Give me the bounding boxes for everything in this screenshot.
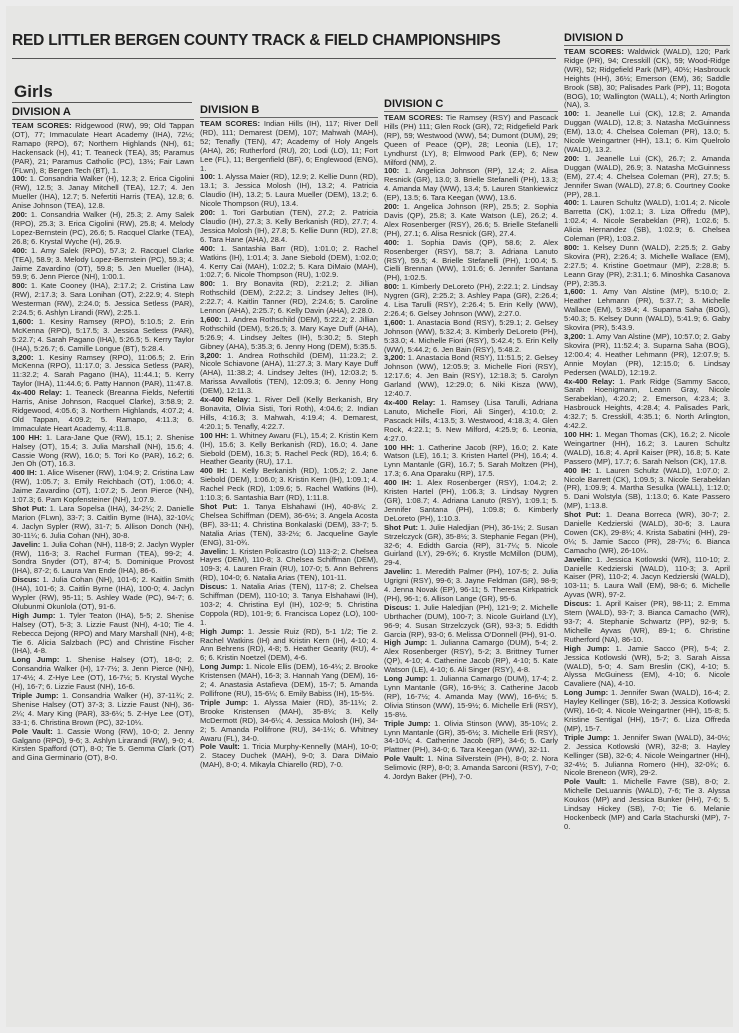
event-label: 3,200: (200, 350, 222, 360)
result-entry (200, 467, 378, 503)
result-entry (12, 576, 194, 612)
result-entry (384, 354, 558, 399)
result-entry (384, 639, 558, 675)
division-heading: DIVISION B (200, 104, 260, 116)
event-results: 1. Olivia Stinson (WW), 35-10¼; 2. Lynn Mantanle (GR), 35-6½; 3. Michelle Erli (RSY), 34-10¼; 4. Catherine Jacob (RP), 34-6; 5. Carly Plattner (PH), 34-0; 6. Tara Keegan (WW), 32-11. (384, 718, 558, 755)
division-heading: DIVISION D (564, 32, 624, 44)
result-entry (384, 283, 558, 319)
result-entry (200, 120, 378, 173)
result-entry (384, 444, 558, 480)
event-results: 1. Julia Cohan (NH), 101-6; 2. Kaitlin Smith (IHA), 101-6; 3. Caitlin Byrne (IHA), 100-0; 4. Jaclyn Wypler (RW), 95-11; 5. Ashley Wade (PC), 94-7; 6. Olubunmi Okunlola (OT), 91-6. (12, 575, 194, 611)
result-entry (200, 316, 378, 352)
event-results: 1. Nina Silverstein (PH), 8-0; 2. Nora Selimovic (RP), 8-0; 3. Amanda Sarconi (RSY), 7-0; 4. Jordyn Baker (PH), 7-0. (384, 754, 558, 782)
event-label: 400 IH: (384, 478, 412, 488)
event-label: 100 HH: (12, 432, 42, 442)
event-results: 1. Julia Cohan (NH), 118-9; 2. Jaclyn Wypler (RW), 116-3; 3. Rachel Furman (TEA), 99-2; 4. Sondra Snyder (OT), 87-4; 5. Dominique Provost (IHA), 87-2; 6. Laura Van Ende (IHA), 86-6. (12, 539, 194, 576)
result-entry (564, 378, 730, 431)
event-label: High Jump: (12, 610, 56, 620)
event-results: Tie Ramsey (RSY) and Pascack Hills (PH) 111; Glen Rock (GR), 72; Ridgefield Park (RP), 59; Westwood (WW), 54; Dumont (DUM), 29; Queen of Peace (QP), 28; Leonia (LE), 17; Lyndhurst (LY), 8; Elmwood Park (EP), 6; New Milford (NM), 2. (384, 113, 558, 167)
event-results: 1. Shenise Halsey (OT), 18-0; 2. Consandria Walker (H), 17-7½; 3. Jenn Pierce (NH), 17-4½; 4. Z-Hye Lee (OT), 16-7½; 5. Krystal Wyche (H), 16-7; 6. Lizzie Faust (NH), 16-6. (12, 655, 194, 692)
event-results: 1. Whitney Awaru (FL), 15.4; 2. Kristin Kern (IH), 15.6; 3. Kelly Berkanish (RD), 16.0; 4. Jane Siebold (DEM), 16.3; 5. Rachel Peck (RD), 16.4; 6. Heather Gearity (RU), 17.1. (200, 430, 378, 467)
event-label: Triple Jump: (12, 691, 59, 700)
result-entry (564, 734, 730, 779)
event-label: 100: (12, 174, 28, 184)
event-label: 400: (12, 245, 28, 255)
result-entry (384, 319, 558, 355)
event-label: 200: (200, 208, 216, 218)
event-results: 1. Jennifer Swan (WALD), 34-0½; 2. Jessica Kotlowski (WR), 32-8; 3. Hayley Kellinger (SB), 32-6; 4. Nicole Weingartner (HH), 32-4½; 5. Julianna Romero (HH), 32-0¾; 6. Nicole Breneon (WR), 29-2. (564, 732, 730, 778)
event-results: 1. Tanya Elshahawi (IH), 40-8¼; 2. Chelsea Schiffman (DEM), 36-6½; 3. Angela Acosta (BF), 33-11; 4. Christina Bonkalaski (DEM), 33-7; 5. Natalia Arias (TEN), 33-2½; 6. Jacqueline Gayle (ENG), 31-0¾. (200, 501, 378, 547)
event-results: 1. Jamie Sacco (PR), 5-4; 2. Jessica Kotlowski (WR), 5-2; 3. Sarah Aissa (WALD), 5-0; 4. Sam Breslin (CK), 4-10; 5. Alyssa McGuiness (EM), 4-10; 6. Nicole Cavaliere (NA), 4-10. (564, 643, 730, 689)
event-label: 400: (200, 243, 216, 253)
division-rule (384, 111, 558, 112)
result-entry (12, 318, 194, 354)
event-label: 1,600: (384, 317, 406, 327)
event-results: 1. Tyler Teaton (IHA), 5-5; 2. Shenise Halsey (OT), 5-3; 3. Lizzie Faust (NH), 4-10; Tie 4. Rebecca Dejong (RPO) and Mary Marshall (NH), 4-8; Tie 6. Alicia Salzbach (PC) and Christine Fischer (IHA), 4-8. (12, 610, 194, 656)
event-label: 3,200: (384, 353, 406, 363)
event-results: 1. Natalia Arias (TEN), 117-8; 2. Chelsea Schiffman (DEM), 110-10; 3. Tanya Elshahawi (IH), 103-2; 4. Christina Eyl (IH), 102-9; 5. Christina Coppola (RD), 101-9; 6. Francisca Lopez (LO), 100-1. (200, 582, 378, 627)
event-results: 1. Julianna Camargo (DUM), 17-4; 2. Lynn Mantanle (GR), 16-9½; 3. Catherine Jacob (RP), 16-7½; 4. Amanda May (WW), 16-6½; 5. Olivia Stinson (WW), 15-9½; 6. Michelle Erli (RSY), 15-8½. (384, 674, 558, 719)
event-label: TEAM SCORES: (564, 47, 624, 56)
section-rule (12, 102, 192, 103)
event-results: 1. Santashia Barr (RD), 1:01.0; 2. Rachel Watkins (IH), 1:01.4; 3. Jane Siebold (DEM), 1:02.0; 4. Kerry Cai (MAH), 1:02.2; 5. Kara DiMaio (MAH), 1:02.7; 6. Nicole Thompson (RU), 1:02.9. (200, 243, 378, 280)
result-entry (12, 247, 194, 283)
event-results: 1. Michelle Favre (SB), 8-0; 2. Michelle DeLuannis (WALD), 7-6; Tie 3. Alyssa Koukos (MP) and Jessica Bunker (HH), 7-6; 5. Lindsay Hickey (SB), 7-0; Tie 6. Melanie Hockenbeck (MP) and Carla Stachurski (MP), 7-0. (564, 777, 730, 831)
result-entry (384, 399, 558, 444)
result-entry (200, 396, 378, 432)
division-b-column (200, 104, 378, 1024)
event-label: Javelin: (564, 554, 593, 564)
event-results: 1. Jeanelle Lui (CK), 26.7; 2. Amanda Duggan (WALD), 26.9; 3. Natasha McGuinness (EM), 27.4; 4. Chelsea Coleman (PR), 27.5; 5. Jennifer Swan (WALD), 27.8; 6. Courtney Cooke (PP), 28.1. (564, 153, 730, 199)
event-label: 200: (12, 210, 28, 220)
division-d-column (564, 32, 730, 1026)
event-results: 1. Teaneck (Breanna Fields, Nefertiti Harris, Anise Johnson, Racquel Clarke), 3:58.9; 2. Ridgewood, 4:05.6; 3. Northern Highlands, 4:07.2; 4. Old Tappan, 4:09.2; 5. Ramapo, 4:11.3; 6. Immaculate Heart Academy, 4:11.8. (12, 388, 194, 433)
result-entry (200, 432, 378, 468)
event-label: Triple Jump: (200, 697, 249, 707)
event-label: 3,200: (564, 332, 586, 341)
result-entry (564, 244, 730, 289)
event-label: 400 IH: (200, 466, 228, 476)
event-label: Long Jump: (12, 655, 60, 665)
event-label: 100: (564, 109, 580, 119)
result-entry (564, 431, 730, 467)
event-label: TEAM SCORES: (384, 113, 444, 122)
result-entry (200, 628, 378, 664)
event-results: 1. Cassie Wong (RW), 10-0; 2. Jenny Galgano (RPO), 9-6; 3. Ashlyn Lirarandi (RW), 9-0; 4. Kirsten Spafford (OT), 8-0; Tie 5. Gemma Clark (OT) and Gina Germinario (OT), 8-0. (12, 726, 194, 763)
event-results: 1. Andrea Rothschild (DEM), 5:22.2; 2. Jillian Rothschild (DEM), 5:26.5; 3. Mary Kaye Duff (AHA), 5:26.9; 4. Lindsey Jeltes (IH), 5:30.2; 5. Steph Gibney (AHA), 5:35.3; 6. Jenny Hong (DEM), 5:35.5. (200, 314, 378, 351)
result-entry (564, 155, 730, 200)
result-entry (384, 114, 558, 167)
event-results: 1. Julianna Camargo (DUM), 5-4; 2. Alex Rosenberger (RSY), 5-2; 3. Brittney Turner (QP), 4-10; 4. Catherine Jacob (RP), 4-10; 5. Kate Watson (LE), 4-10; 6. Ali Singer (RSY), 4-8. (384, 638, 558, 675)
event-results: 1. Kelly Berkanish (RD), 1:05.2; 2. Jane Siebold (DEM), 1:06.0; 3. Kristin Kern (IH), 1:09.1; 4. Rachel Peck (RD), 1:09.6; 5. Rachel Watkins (IH), 1:10.3; 6. Santashia Barr (RD), 1:11.8. (200, 466, 378, 503)
result-entry (200, 245, 378, 281)
event-label: 3,200: (12, 352, 34, 362)
result-entry (564, 645, 730, 690)
event-label: 1,600: (12, 316, 34, 326)
event-label: Javelin: (200, 546, 229, 556)
result-entry (200, 663, 378, 699)
division-rule (200, 117, 378, 118)
result-entry (564, 778, 730, 831)
event-label: 400: (564, 198, 580, 208)
division-heading: DIVISION C (384, 98, 444, 110)
event-label: 100: (200, 172, 216, 182)
result-entry (200, 548, 378, 584)
result-entry (200, 743, 378, 770)
result-entry (384, 167, 558, 203)
result-entry (12, 389, 194, 434)
result-entry (200, 503, 378, 548)
event-label: Triple Jump: (564, 732, 611, 742)
event-label: Discus: (12, 575, 40, 585)
result-entry (12, 728, 194, 764)
event-label: Long Jump: (200, 662, 244, 672)
event-results: 1. Kristen Policastro (LO) 113-2; 2. Chelsea Hayes (DEM), 110-8; 3. Chelsea Schiffman (DEM), 109-3; 4. Lauren Frain (RU), 107-0; 5. Ann Behrens (RD), 104-0; 6. Natalia Arias (TEN), 101-11. (200, 546, 378, 583)
result-entry (564, 689, 730, 734)
event-results: Indian Hills (IH), 117; River Dell (RD), 111; Demarest (DEM), 107; Mahwah (MAH), 52; Tenafly (TEN), 47; Academy of Holy Angels (AHA), 26; Rutherford (RU), 20; Lodi (LO), 11; Fort Lee (FL), 11; Bergenfield (BF), 6; Englewood (ENG), 1. (200, 119, 378, 173)
result-entry (564, 288, 730, 333)
result-entry (12, 175, 194, 211)
event-results: Waldwick (WALD), 120; Park Ridge (PR), 94; Cresskill (CK), 59; Wood-Ridge (WR), 52; Ridgefield Park (MP), 40½; Hasbrouck Heights (HH), 36½; Emerson (EM), 36; Saddle Brook (SB), 30; Palisades Park (PP), 11; Bogota (BOG), 10; Wallington (WALL), 4; North Arlington (NA), 3. (564, 47, 730, 110)
event-label: Pole Vault: (384, 754, 425, 764)
event-results: 1. Amy Van Alstine (MP), 10:57.0; 2. Gaby Skovira (PR), 11:52.4; 3. Suparna Saha (BOG), 12:00.4; 4. Heather Lehmann (PR), 12:07.9; 5. Annie Moylan (PR), 12:15.0; 6. Lindsay Pedersen (WALD), 12:19.2. (564, 332, 730, 377)
event-results: 1. Park Ridge (Sammy Sacco, Sarah Hoenigmann, Leann Gray, Nicole Serabeklan), 4:20.2; 2. Emerson, 4:23.4; 3. Hasbrouck Heights, 4:28.4; 4. Palisades Park, 4:32.7; 5. Cresskill, 4:35.1; 6. North Arlington, 4:42.2. (564, 376, 730, 431)
result-entry (12, 211, 194, 247)
result-entry (384, 720, 558, 756)
event-results: 1. Lara-Jane Que (RW), 15.1; 2. Shenise Halsey (OT), 15.4; 3. Julia Marshall (NH), 15.6; 4. Cassie Wong (RW), 16.0; 5. Tori Ko (PAR), 16.2; 6. Jen Oh (OT), 16.3. (12, 432, 194, 469)
event-label: Discus: (564, 599, 592, 609)
result-entry (200, 280, 378, 316)
division-heading: DIVISION A (12, 106, 71, 118)
result-entry (384, 755, 558, 782)
event-results: 1. Tori Garbutian (TEN), 27.2; 2. Patricia Claudio (IH), 27.3; 3. Kelly Berkanish (RD), 27.7; 4. Jessica Molosh (IH), 27.8; 5. Kellie Dunn (RD), 27.8; 6. Tara Hane (AHA), 28.4. (200, 208, 378, 244)
event-label: 400 IH: (12, 468, 38, 478)
division-rule (12, 119, 194, 120)
event-label: 100 HH: (564, 429, 593, 439)
event-results: 1. Consandria Walker (H), 12.3; 2. Erica Cigolini (RW), 12.5; 3. Janay Mitchell (TEA), 12.7; 4. Jen Mueller (IHA), 12.7; 5. Nefertiti Harris (TEA), 12.8; 6. Anise Johnson (TEA), 12.8. (12, 174, 194, 211)
event-label: Shot Put: (384, 522, 419, 532)
event-results: 1. Catherine Jacob (RP), 16.0; 2. Kate Watson (LE), 16.1; 3. Kristen Hartel (PH), 16.4; 4. Lynn Mantanle (GR), 16.7; 5. Sarah Moltzen (PH), 17.3; 6. Ana Oparaku (RP), 17.5. (384, 442, 558, 479)
division-a-column (12, 106, 194, 1026)
result-entry (12, 434, 194, 470)
event-results: 1. Amy Salek (RPO), 57.3; 2. Racquel Clarke (TEA), 58.9; 3. Melody Lopez-Bernstein (PC), 59.3; 4. Jaime Zavardino (OT), 59.8; 5. Jen Mueller (IHA), 59.9; 6. Jenn Pierce (NH), 1:00.1. (12, 245, 194, 282)
result-entry (384, 604, 558, 640)
event-results: 1. Bry Bonavita (RD), 2:21.2; 2. Jillian Rothschild (DEM), 2:22.2; 3. Lindsey Jeltes (IH), 2:22.7; 4. Kaitlin Tanner (RD), 2:24.6; 5. Caroline Lennon (AHA), 2:25.7; 6. Kelly Davin (AHA), 2:28.0. (200, 279, 378, 316)
event-label: Shot Put: (12, 503, 47, 513)
division-rule (564, 45, 730, 46)
event-results: 1. Angelica Johnson (RP), 12.4; 2. Alisa Resnick (GR), 13.0; 3. Brielle Stefanelli (PH), 13.3; 4. Amanda May (WW), 13.4; 5. Lauren Stankiewicz (EP), 13.5; 6. Tara Keegan (WW), 13.6. (384, 166, 558, 203)
event-results: 1. Anastacia Bond (RSY), 5:29.1; 2. Gelsey Johnson (WW), 5:32.4; 3. Kimberly DeLoreto (PH), 5:33.0; 4. Michelle Fiori (RSY), 5:42.4; 5. Erin Kelly (WW), 5:44.2; 6. Jen Bain (RSY), 5:48.2. (384, 317, 558, 354)
result-entry (12, 541, 194, 577)
event-results: 1. Deana Borreca (WR), 30-7; 2. Danielle Kedzierski (WALD), 30-6; 3. Laura Cowen (CK), 29-8¼; 4. Krista Sabatini (HH), 29-0¼; 5. Jamie Sacco (PR), 28-7¼; 6. Bianca Camacho (WR), 26-10¼. (564, 510, 730, 555)
event-results: 1. Alex Rosenberger (RSY), 1:04.2; 2. Kristen Hartel (PH), 1:06.3; 3. Lindsay Nygren (GR), 1:08.7; 4. Adriana Lanuto (RSY), 1:09.1; 5. Jennifer Santana (PH), 1:09.8; 6. Kimberly DeLoreto (PH), 1:10.3. (384, 478, 558, 523)
event-label: Pole Vault: (12, 726, 53, 736)
division-c-column (384, 98, 558, 1022)
event-results: 1. Sophia Davis (QP), 58.6; 2. Alex Rosenberger (RSY), 58.7; 3. Adriana Lanuto (RSY), 59.5; 4. Brielle Stefanelli (PH), 1:00.4; 5. Cielli Brennan (WW), 1:01.6; 6. Jennifer Santana (PH), 1:02.5. (384, 237, 558, 283)
event-results: 1. Kate Cooney (IHA), 2:17.2; 2. Cristina Law (RW), 2:17.3; 3. Sara Lonihan (OT), 2:22.9; 4. Steph Westerman (RW), 2:24.0; 5. Jessica Setless (PAR), 2:24.5; 6. Ashlyn Lirandi (RW), 2:25.1. (12, 281, 194, 318)
event-results: 1. Lauren Schultz (WALD), 1:07.0; 2. Nicole Barrett (CK), 1:09.5; 3. Nicole Serabeklan (PR), 1:09.9; 4. Martha Sesulka (WALL), 1:12.0; 5. Dani Wolstyla (SB), 1:13.0; 6. Kate Passero (MP), 1:13.8. (564, 465, 730, 511)
event-label: Discus: (384, 602, 412, 612)
event-label: Triple Jump: (384, 718, 431, 728)
event-label: 800: (384, 282, 400, 292)
event-label: Shot Put: (564, 510, 601, 520)
event-results: 1. Angelica Johnson (RP), 25.5; 2. Sophia Davis (QP), 25.8; 3. Kate Watson (LE), 26.2; 4. Alex Rosenberger (RSY), 26.6; 5. Brielle Stefanelli (PH), 27.1; 6. Alisa Resnick (GR), 27.4. (384, 202, 558, 238)
event-results: 1. Julie Haledjian (PH), 121-9; 2. Michelle Ubrthacher (DUM), 100-7; 3. Nicole Guirland (LY), 96-9; 4. Susan Strzelczyck (GR), 93-3; 5. Edidth Garcia (RP), 93-0; 6. Melissa O'Donnell (PH), 91-0. (384, 602, 558, 639)
event-label: 400: (384, 237, 400, 247)
result-entry (200, 699, 378, 744)
event-results: 1. Amy Van Alstine (MP), 5:10.0; 2. Heather Lehmann (PR), 5:37.7; 3. Michelle Wallace (EM), 5:39.4; 4. Suparna Saha (BOG), 5:40.3; 5. Kelsey Dunn (WALD), 5:41.9; 6. Gaby Skovira (PR), 5:43.9. (564, 287, 730, 333)
event-results: 1. Kesiny Ramsey (RPO), 11:06.5; 2. Erin McKenna (RPO), 11:17.0; 3. Jessica Setless (PAR), 11:32.2; 4. Sarah Pagano (IHA), 11:44.1; 5. Kerry Taylor (IHA), 11:44.6; 6. Patty Hannon (PAR), 11:47.8. (12, 352, 194, 389)
event-label: Long Jump: (564, 688, 609, 698)
event-label: 4x-400 Relay: (564, 376, 615, 386)
event-results: 1. Alice Wisener (RW), 1:04.9; 2. Cristina Law (RW), 1:05.7; 3. Emily Reichbach (OT), 1:06.0; 4. Jaime Zavardino (OT), 1:07.2; 5. Jenn Pierce (NH), 1:07.3; 6. Pam Kopfensteiner (NH), 1:07.9. (12, 468, 194, 505)
event-label: 1,600: (200, 314, 222, 324)
result-entry (12, 612, 194, 657)
event-label: 4x-400 Relay: (12, 388, 62, 398)
event-label: Shot Put: (200, 501, 238, 511)
event-results: 1. April Kaiser (PR), 98-11; 2. Emma Stern (WALD), 93-7; 3. Bianca Camacho (WR), 93-7; 4. Stephanie Schwartz (PP), 92-9; 5. Michelle Ayvas (WR), 89-1; 6. Christine Rutherford (NA), 86-10. (564, 599, 730, 644)
result-entry (564, 511, 730, 556)
result-entry (564, 333, 730, 378)
result-entry (564, 110, 730, 155)
event-results: 1. Consandria Walker (H), 37-11¾; 2. Shenise Halsey (OT) 37-3; 3. Lizzie Faust (NH), 36-2¼; 4. Mary King (PAR), 33-6¼; 5. Z-Hye Lee (OT), 33-1; 6. Christina Brown (PC), 32-10¼. (12, 691, 194, 727)
event-label: 200: (564, 153, 580, 163)
event-label: 4x-400 Relay: (384, 398, 436, 407)
event-results: 1. Consandria Walker (H), 25.3; 2. Amy Salek (RPO), 25.3; 3. Erica Cigolini (RW), 25.8; 4. Melody Lopez-Bernstein (PC), 26.6; 5. Racquel Clarke (TEA), 26.8; 6. Krystal Wyche (H), 26.9. (12, 210, 194, 246)
event-results: 1. Tricia Murphy-Kennelly (MAH), 10-0; 2. Stacey Duchek (MAH), 9-0; 3. Dara DiMaio (MAH), 8-0; 4. Mikayla Chiarello (RD), 7-0. (200, 742, 378, 770)
event-results: 1. River Dell (Kelly Berkanish, Bry Bonavita, Olivia Sisti, Tori Roth), 4:04.6; 2. Indian Hills, 4:16.3; 3. Mahwah, 4:19.4; 4. Demarest, 4:20.1; 5. Tenafly, 4:22.7. (200, 395, 378, 431)
event-results: 1. Andrea Rothschild (DEM), 11:23.2; 2. Nicole Schiavone (AHA), 11:27.3; 3. Mary Kaye Duff (AHA), 11:38.2; 4. Lindsey Jeltes (IH), 12:03.2; 5. Marissa Avvallotis (TEN), 12:09.3; 6. Jenny Hong (DEM), 12:11.3. (200, 350, 378, 396)
result-entry (384, 524, 558, 569)
result-entry (200, 583, 378, 628)
event-label: 100: (384, 166, 400, 176)
result-entry (564, 199, 730, 244)
event-label: High Jump: (200, 626, 244, 636)
event-results: Ridgewood (RW), 99; Old Tappan (OT), 77; Immaculate Heart Academy (IHA), 72½; Ramapo (RPO), 67; Northern Highlands (NH), 61; Hackensack (H), 41; T. Teaneck (TEA), 35; Paramus (PAR), 21; Paramus Catholic (PC), 13½; Fair Lawn (FLwn), 8; Bergen Tech (BT), 1. (12, 121, 194, 175)
result-entry (384, 239, 558, 284)
event-label: Javelin: (12, 539, 41, 549)
result-entry (12, 122, 194, 175)
event-label: 400 IH: (564, 465, 592, 475)
result-entry (384, 568, 558, 604)
event-label: 100 HH: (384, 442, 415, 452)
event-results: 1. Kesiny Ramsey (RPO), 5:10.5; 2. Erin McKenna (RPO), 5:17.5; 3. Jessica Setless (PAR), 5:22.7; 4. Sarah Pagano (IHA), 5:26.5; 5. Kerry Taylor (IHA), 5:26.7; 6. Camille Longue (BT), 5:28.4. (12, 316, 194, 353)
event-results: 1. Jessica Kotlowski (WR), 110-10; 2. Danielle Kedzierski (WALD), 110-3; 3. April Kaiser (PR), 110-2; 4. Jacyn Kedzierski (WALD), 103-11; 5. Laura Wall (EM), 98-6; 6. Michelle Ayvas (WR), 97-2. (564, 554, 730, 600)
event-label: 800: (200, 279, 216, 289)
event-label: 1,600: (564, 287, 586, 297)
event-label: 100 HH: (200, 430, 229, 440)
event-results: 1. Alyssa Maier (RD), 12.9; 2. Kellie Dunn (RD), 13.1; 3. Jessica Molosh (IH), 13.2; 4. Patricia Claudio (IH), 13.2; 5. Laura Mueller (DEM), 13.2; 6. Nicole Thompson (RU), 13.4. (200, 172, 378, 209)
event-label: 4x-400 Relay: (200, 395, 251, 405)
event-results: 1. Lara Sopelsa (IHA), 34-2¼; 2. Danielle Marion (FLwn), 33-7; 3. Caitlin Byrne (IHA), 32-10¼; 4. Jaclyn Sypler (RW), 31-7; 5. Allison Donch (NH), 30-11¼; 6. Julia Cohan (NH), 30-8. (12, 503, 194, 540)
result-entry (564, 48, 730, 110)
section-heading: Girls (14, 82, 53, 101)
result-entry (384, 203, 558, 239)
event-results: 1. Anastacia Bond (RSY), 11:51.5; 2. Gelsey Johnson (WW), 12:05.9; 3. Michelle Fiori (RSY), 12:17.6; 4. Jen Bain (RSY), 12:18.3; 5. Carolyn Garland (WW), 12:29.0; 6. Niki Kisza (WW), 12:40.7. (384, 353, 558, 399)
result-entry (384, 675, 558, 720)
event-results: 1. Kelsey Dunn (WALD), 2:25.5; 2. Gaby Skovira (PR), 2:26.4; 3. Michelle Wallace (EM), 2:27.5; 4. Kristine Goetmaur (MP), 2:28.8; 5. Leann Gray (PR), 2:31.1; 6. Minoshka Casanova (PP), 2:35.3. (564, 242, 730, 288)
result-entry (12, 505, 194, 541)
event-label: High Jump: (384, 638, 428, 648)
event-results: 1. Megan Thomas (CK), 16.2; 2. Nicole Weingartner (HH), 16.2; 3. Lauren Schultz (WALD), 16.8; 4. April Kaiser (PR), 16.8; 5. Kate Passero (MP), 17.7; 6. Sarah Nelson (CK), 17.8. (564, 429, 730, 466)
result-entry (12, 692, 194, 728)
result-entry (12, 354, 194, 390)
result-entry (12, 656, 194, 692)
event-results: 1. Julie Haledjian (PH), 36-1½; 2. Susan Strzelczyck (GR), 35-8½; 3. Stephanie Fegan (PH), 32-6; 4. Edidth Garcia (RP), 31-7¼; 5. Nicole Guirland (LY), 29-6¾; 6. Krystle McMillon (DUM), 29-4. (384, 522, 558, 568)
result-entry (200, 352, 378, 397)
event-label: 200: (384, 202, 400, 212)
newspaper-clipping (6, 6, 733, 1027)
event-results: 1. Jennifer Swan (WALD), 16-4; 2. Hayley Kellinger (SB), 16-2; 3. Jessica Kotlowski (WR), 16-0; 4. Nicole Weingartner (HH), 15-8; 5. Kristine Sentigal (HH), 15-7; 6. Liza Offreda (MP), 15-7. (564, 688, 730, 733)
event-label: 800: (12, 281, 28, 291)
result-entry (200, 209, 378, 245)
event-label: Discus: (200, 582, 228, 592)
result-entry (12, 469, 194, 505)
result-entry (564, 467, 730, 512)
event-label: Long Jump: (384, 674, 429, 684)
event-results: 1. Kimberly DeLoreto (PH), 2:22.1; 2. Lindsay Nygren (GR), 2:25.2; 3. Ashley Papa (GR), 2:26.4; 4. Lisa Tarulli (RSY), 2:26.4; 5. Erin Kelly (WW), 2:26.4; 6. Gelsey Johnson (WW), 2:27.0. (384, 282, 558, 318)
result-entry (564, 556, 730, 601)
event-label: TEAM SCORES: (200, 119, 260, 128)
event-results: 1. Jeanelle Lui (CK), 12.8; 2. Amanda Duggan (WALD), 12.8; 3. Natasha McGuinness (EM), 13.0; 4. Chelsea Coleman (PR), 13.0; 5. Nicole Weingartner (HH), 13.1; 6. Kim Quelrolo (WALD), 13.2. (564, 109, 730, 154)
event-results: 1. Alyssa Maier (RD), 35-11¼; 2. Brooke Kristensen (MAH), 35-8¼; 3. Kelly McDermott (RD), 34-6¼; 4. Jessica Molosh (IH), 34-2; 5. Amanda Pollifrone (RU), 34-1¼; 6. Whitney Awaru (FL), 34-0. (200, 697, 378, 743)
event-results: 1. Nicole Ellis (DEM), 16-4¼; 2. Brooke Kristensen (MAH), 16-3; 3. Hannah Yang (DEM), 16-2; 4. Anastasia Astafieva (DEM), 15-7; 5. Amanda Pollifrone (RU), 15-6¼; 6. Emily Babiss (IH), 15-5½. (200, 662, 378, 698)
event-results: 1. Jessie Ruiz (RD), 5-1 1/2; Tie 2. Rachel Watkins (IH) and Kristin Kern (IH), 4-10; 4. Ann Behrens (RD), 4-8; 5. Heather Gearity (RU), 4-6; 6. Kristin Noetzel (DEM), 4-6. (200, 626, 378, 663)
event-label: Javelin: (384, 567, 413, 577)
event-label: High Jump: (564, 643, 610, 653)
event-label: TEAM SCORES: (12, 121, 72, 130)
event-results: 1. Lauren Schultz (WALD), 1:01.4; 2. Nicole Barretta (CK), 1:02.1; 3. Liza Offredu (MP), 1:02.4; 4. Nicole Serabeklan (PR), 1:02.6; 5. Alicia Hernandez (SB), 1:02.9; 6. Chelsea Coleman (PR), 1:03.2. (564, 198, 730, 244)
result-entry (12, 282, 194, 318)
event-results: 1. Ramsey (Lisa Tarulli, Adriana Lanuto, Michelle Fiori, Ali Singer), 4:10.0; 2. Pascack Hills, 4:13.5; 3. Westwood, 4:18.3; 4. Glen Rock, 4:22.1; 5. New Milford, 4:25.9; 6. Leonia, 4:27.0. (384, 398, 558, 443)
result-entry (200, 173, 378, 209)
event-results: 1. Meredith Palmer (PH), 107-5; 2. Julia Ugrigni (RSY), 99-6; 3. Jayne Feldman (GR), 98-9; 4. Jenna Novak (EP), 96-11; 5. Theresa Kirkpatrick (PH), 96-1; 6. Allison Lange (GR), 95-6. (384, 567, 558, 603)
event-label: 800: (564, 242, 580, 252)
event-label: Pole Vault: (564, 777, 607, 787)
headline-rule (12, 58, 556, 59)
result-entry (564, 600, 730, 645)
result-entry (384, 479, 558, 524)
headline: RED LITTLER BERGEN COUNTY TRACK & FIELD CHAMPIONSHIPS (12, 32, 501, 49)
event-label: Pole Vault: (200, 742, 240, 752)
